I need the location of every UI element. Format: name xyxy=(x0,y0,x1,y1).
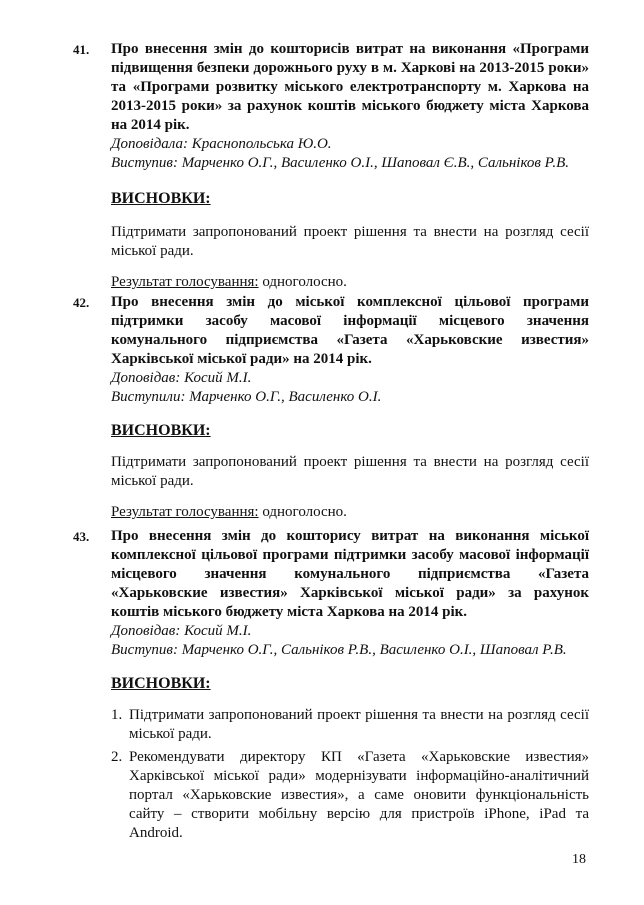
page-number: 18 xyxy=(572,852,586,867)
vote-result xyxy=(111,503,589,522)
vote-value: одноголосно. xyxy=(258,274,347,290)
list-item xyxy=(111,706,589,744)
item-number: 42. xyxy=(73,295,90,310)
item-speakers: Виступив: Марченко О.Г., Сальніков Р.В., Василенко О.І., Шаповал Р.В. xyxy=(111,642,567,658)
conclusions-heading: ВИСНОВКИ: xyxy=(111,675,211,692)
item-title: Про внесення змін до міської комплексної цільової програми підтримки засобу масової інформації місцевого значення комунального підприємства «Газета «Харьковские известия» Харківської міської ради» на 2014 рік. xyxy=(111,294,589,367)
vote-label: Результат голосування: xyxy=(111,504,259,520)
vote-result xyxy=(111,273,589,292)
conclusion-text: Підтримати запропонований проект рішення та внести на розгляд сесії міської ради. xyxy=(111,224,589,259)
list-item-text: Рекомендувати директору КП «Газета «Харьковские известия» Харківської міської ради» модернізувати інформаційно-аналітичний портал «Харьковские известия», а саме оновити функціональність сайту – створити мобільну версію для пристроїв iPhone, iPad та Android. xyxy=(129,749,589,841)
vote-value: одноголосно. xyxy=(258,504,347,520)
list-item xyxy=(111,748,589,843)
item-number: 41. xyxy=(73,42,90,57)
list-item-number: 1. xyxy=(111,707,123,723)
item-body xyxy=(111,527,589,847)
item-speakers: Виступили: Марченко О.Г., Василенко О.І. xyxy=(111,389,382,405)
item-number: 43. xyxy=(73,529,90,544)
vote-label: Результат голосування: xyxy=(111,274,259,290)
decisions-list xyxy=(111,706,589,843)
item-reporter: Доповідав: Косий М.І. xyxy=(111,623,252,639)
list-item-text: Підтримати запропонований проект рішення та внести на розгляд сесії міської ради. xyxy=(129,707,589,742)
item-title: Про внесення змін до кошторису витрат на виконання міської комплексної цільової програми підтримки засобу масової інформації місцевого значення комунального підприємства «Газета «Харьковские известия» Харківської міської ради» за рахунок коштів міського бюджету міста Харкова на 2014 рік. xyxy=(111,528,589,620)
conclusions-heading: ВИСНОВКИ: xyxy=(111,190,211,207)
conclusion-text: Підтримати запропонований проект рішення та внести на розгляд сесії міської ради. xyxy=(111,454,589,489)
conclusions-heading: ВИСНОВКИ: xyxy=(111,422,211,439)
item-reporter: Доповідав: Косий М.І. xyxy=(111,370,252,386)
item-body xyxy=(111,40,589,292)
item-body xyxy=(111,293,589,522)
item-title: Про внесення змін до кошторисів витрат на виконання «Програми підвищення безпеки дорожнього руху в м. Харкові на 2013-2015 роки» та «Програми розвитку міського електротранспорту м. Харкова на 2013-2015 роки» за рахунок коштів міського бюджету міста Харкова на 2014 рік. xyxy=(111,41,589,133)
list-item-number: 2. xyxy=(111,749,123,765)
item-reporter: Доповідала: Краснопольська Ю.О. xyxy=(111,136,332,152)
item-speakers: Виступив: Марченко О.Г., Василенко О.І., Шаповал Є.В., Сальніков Р.В. xyxy=(111,155,569,171)
